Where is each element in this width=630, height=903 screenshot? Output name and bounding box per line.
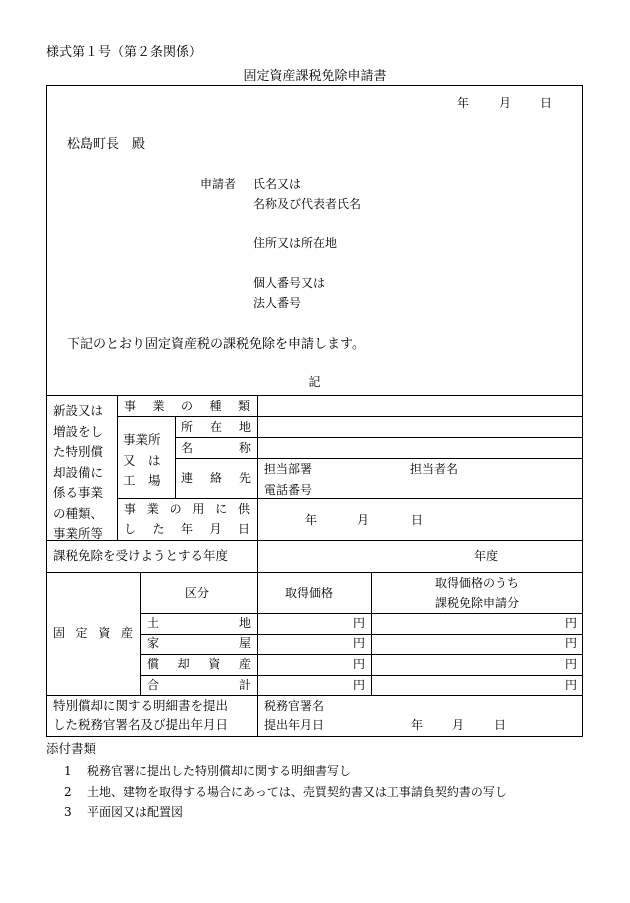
- applicant-name-line1: 氏名又は: [253, 177, 302, 191]
- applicant-label: 申請者: [200, 177, 237, 191]
- applicant-number-line1: 個人番号又は: [253, 276, 326, 290]
- date-month: 月: [499, 96, 512, 110]
- document-title: 固定資産課税免除申請書: [243, 69, 387, 84]
- row-total-exempt-unit: 円: [565, 678, 578, 692]
- tax-office-year: 年: [411, 718, 424, 732]
- row-house-exempt-unit: 円: [565, 636, 578, 650]
- attachment-1-num: 1: [64, 764, 72, 778]
- service-year: 年: [305, 513, 318, 527]
- attachment-1-text: 税務官署に提出した特別償却に関する明細書写し: [87, 764, 352, 778]
- ki-mark: 記: [308, 375, 321, 389]
- attachment-3-num: 3: [64, 805, 72, 819]
- location-label: 所 在 地: [181, 420, 251, 434]
- applicant-name-line2: 名称及び代表者氏名: [253, 197, 362, 211]
- header-price: 取得価格: [285, 586, 334, 600]
- name-label: 名 称: [181, 441, 251, 455]
- row-total-price-unit: 円: [353, 678, 366, 692]
- statement: 下記のとおり固定資産税の課税免除を申請します。: [67, 337, 365, 352]
- attachments-heading: 添付書類: [46, 741, 97, 756]
- tax-office-submit-date: 提出年月日: [264, 718, 325, 732]
- row-total-label: 合 計: [147, 678, 251, 692]
- attachment-2-num: 2: [64, 785, 72, 799]
- tax-office-left-line2: した税務官署名及び提出年月日: [53, 717, 229, 732]
- service-day: 日: [411, 513, 424, 527]
- tax-office-day: 日: [494, 718, 507, 732]
- row-land-price-unit: 円: [353, 616, 366, 630]
- header-category: 区分: [185, 586, 210, 600]
- row-depreciable-label: 償 却 資 産: [147, 657, 251, 671]
- dept-label: 担当部署: [264, 462, 313, 476]
- row-land-label: 土 地: [147, 616, 251, 630]
- row-depreciable-price-unit: 円: [353, 657, 366, 671]
- office-factory-label: 事業所 又 は 工 場: [123, 432, 161, 488]
- business-type-label: 事 業 の 種 類: [124, 399, 250, 413]
- fiscal-year-unit: 年度: [474, 549, 499, 563]
- fixed-assets-label: 固 定 資 産: [53, 626, 133, 640]
- service-date-label-line1: 事 業 の 用 に 供: [124, 502, 250, 516]
- service-month: 月: [357, 513, 370, 527]
- tax-office-month: 月: [452, 718, 465, 732]
- attachment-2-text: 土地、建物を取得する場合にあっては、売買契約書又は工事請負契約書の写し: [87, 785, 507, 799]
- service-date-label-line2: し た 年 月 日: [124, 522, 250, 536]
- form-label: 様式第１号（第２条関係）: [46, 45, 203, 60]
- row-house-price-unit: 円: [353, 636, 366, 650]
- row-land-exempt-unit: 円: [565, 616, 578, 630]
- date-year: 年: [457, 96, 470, 110]
- applicant-number-line2: 法人番号: [253, 296, 302, 310]
- tax-office-left-line1: 特別償却に関する明細書を提出: [53, 698, 229, 713]
- applicant-address: 住所又は所在地: [253, 236, 338, 250]
- new-facility-label: 新設又は 増設をし た特別償 却設備に 係る事業 の種類、 事業所等: [53, 403, 104, 541]
- attachment-3-text: 平面図又は配置図: [87, 805, 184, 819]
- header-exempt-line1: 取得価格のうち: [434, 576, 519, 590]
- phone-label: 電話番号: [264, 483, 313, 497]
- person-label: 担当者名: [410, 462, 459, 476]
- addressee: 松島町長 殿: [67, 137, 146, 152]
- date-day: 日: [540, 96, 553, 110]
- fiscal-year-label: 課税免除を受けようとする年度: [53, 548, 229, 563]
- header-exempt-line2: 課税免除申請分: [434, 596, 519, 610]
- tax-office-name: 税務官署名: [264, 699, 325, 713]
- row-house-label: 家 屋: [147, 636, 251, 650]
- row-depreciable-exempt-unit: 円: [565, 657, 578, 671]
- contact-label: 連 絡 先: [181, 471, 251, 485]
